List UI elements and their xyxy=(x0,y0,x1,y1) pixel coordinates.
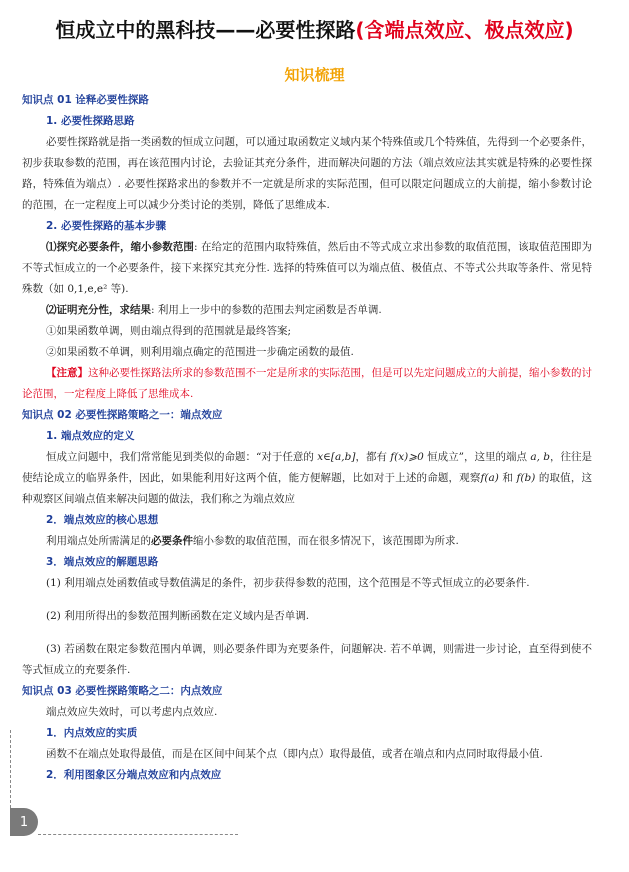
kp1-step1 xyxy=(22,237,592,300)
kp1-step2 xyxy=(22,300,592,321)
kp2-sub3: 3．端点效应的解题思路 xyxy=(46,556,159,568)
step2-bold: ⑵证明充分性，求结果 xyxy=(46,304,151,316)
step2-text: : 利用上一步中的参数的范围去判定函数是否单调. xyxy=(151,304,382,316)
core-text-a: 利用端点处所需满足的 xyxy=(46,535,151,547)
kp2-heading: 知识点 02 必要性探路策略之一：端点效应 xyxy=(22,409,223,421)
note-tag: 【注意】 xyxy=(46,367,88,379)
step1-text: : 在给定的范围内取特殊值，然后由不等式成立求出参数的取值范围，该取值范围即为不等式恒成立的一个必要条件，接下来探究其充分性. 选择的特殊值可以为端点值、极值点、不等式公共取等条件、常见特殊数（如 0,1,e,e² 等). xyxy=(22,241,593,295)
def-text-b: ，都有 xyxy=(355,451,391,463)
def-math-3: a, b xyxy=(530,451,550,463)
def-math-1: x∈[a,b] xyxy=(317,451,356,463)
kp2-step-1: (1) 利用端点处函数值或导数值满足的条件，初步获得参数的范围，这个范围是不等式恒成立的必要条件. xyxy=(46,577,530,589)
kp1-sub1: 1. 必要性探路思路 xyxy=(46,115,135,127)
title-red: (含端点效应、极点效应) xyxy=(355,18,574,42)
def-text-d: ，往往是使结论成立的临界条件，因此，如果能利用好这两个值，能方便解题，比如对于上述的命题，观察 xyxy=(22,451,592,484)
spacer xyxy=(22,627,592,639)
def-text-a: 恒成立问题中，我们常常能见到类似的命题：“对于任意的 xyxy=(46,451,318,463)
section-subtitle: 知识梳理 xyxy=(284,66,345,84)
core-bold: 必要条件 xyxy=(151,535,193,547)
kp3-intro: 端点效应失效时，可以考虑内点效应. xyxy=(46,706,218,718)
def-math-5: f(b) xyxy=(516,472,536,484)
kp1-paragraph: 必要性探路就是指一类函数的恒成立问题，可以通过取函数定义域内某个特殊值或几个特殊值，先得到一个必要条件，初步获取参数的范围，再在该范围内讨论，去验证其充分条件，进而解决问题的方法（端点效应法其实就是特殊的必要性探路，特殊值为端点）. 必要性探路求出的参数并不一定就是所求的实际范围，但可以限定问题成立的大前提，缩小参数讨论的范围，在一定程度上可以减少分类讨论的类别，降低了思维成本. xyxy=(22,136,592,211)
kp3-heading: 知识点 03 必要性探路策略之二：内点效应 xyxy=(22,685,223,697)
kp1-list-2: ②如果函数不单调，则利用端点确定的范围进一步确定函数的最值. xyxy=(46,346,354,358)
title-main: 恒成立中的黑科技——必要性探路 xyxy=(55,18,356,42)
def-math-2: f(x)⩾0 xyxy=(390,451,424,463)
page-number: 1 xyxy=(10,808,38,836)
kp1-heading: 知识点 01 诠释必要性探路 xyxy=(22,94,149,106)
kp3-sub2: 2．利用图象区分端点效应和内点效应 xyxy=(46,769,222,781)
page-border-vertical xyxy=(10,730,11,808)
kp2-definition xyxy=(22,447,592,510)
kp3-essence: 函数不在端点处取得最值，而是在区间中间某个点（即内点）取得最值，或者在端点和内点同时取得最小值. xyxy=(46,748,543,760)
def-math-4: f(a) xyxy=(480,472,499,484)
page-border-horizontal xyxy=(38,834,238,835)
note-text: 这种必要性探路法所求的参数范围不一定是所求的实际范围，但是可以先定问题成立的大前提，缩小参数的讨论范围，一定程度上降低了思维成本. xyxy=(22,367,592,400)
kp2-sub2: 2．端点效应的核心思想 xyxy=(46,514,159,526)
def-text-c: 恒成立”，这里的端点 xyxy=(423,451,531,463)
kp1-sub2: 2. 必要性探路的基本步骤 xyxy=(46,220,166,232)
kp2-sub1: 1. 端点效应的定义 xyxy=(46,430,135,442)
step1-bold: ⑴探究必要条件，缩小参数范围 xyxy=(46,241,194,253)
def-text-f: 的取值，这种观察区间端点值来解决问题的做法，我们称之为端点效应 xyxy=(22,472,592,505)
document-title xyxy=(0,14,629,43)
kp3-sub1: 1．内点效应的实质 xyxy=(46,727,138,739)
kp2-core-idea xyxy=(22,531,592,552)
kp2-step-3: (3) 若函数在限定参数范围内单调，则必要条件即为充要条件，问题解决. 若不单调，则需进一步讨论，直至得到使不等式恒成立的充要条件. xyxy=(22,643,592,676)
kp1-note xyxy=(22,363,592,405)
kp1-list-1: ①如果函数单调，则由端点得到的范围就是最终答案; xyxy=(46,325,292,337)
kp2-step-2: (2) 利用所得出的参数范围判断函数在定义域内是否单调. xyxy=(46,610,310,622)
def-text-e: 和 xyxy=(498,472,517,484)
document-body xyxy=(22,90,592,786)
spacer xyxy=(22,594,592,606)
core-text-c: 缩小参数的取值范围，而在很多情况下，该范围即为所求. xyxy=(193,535,459,547)
